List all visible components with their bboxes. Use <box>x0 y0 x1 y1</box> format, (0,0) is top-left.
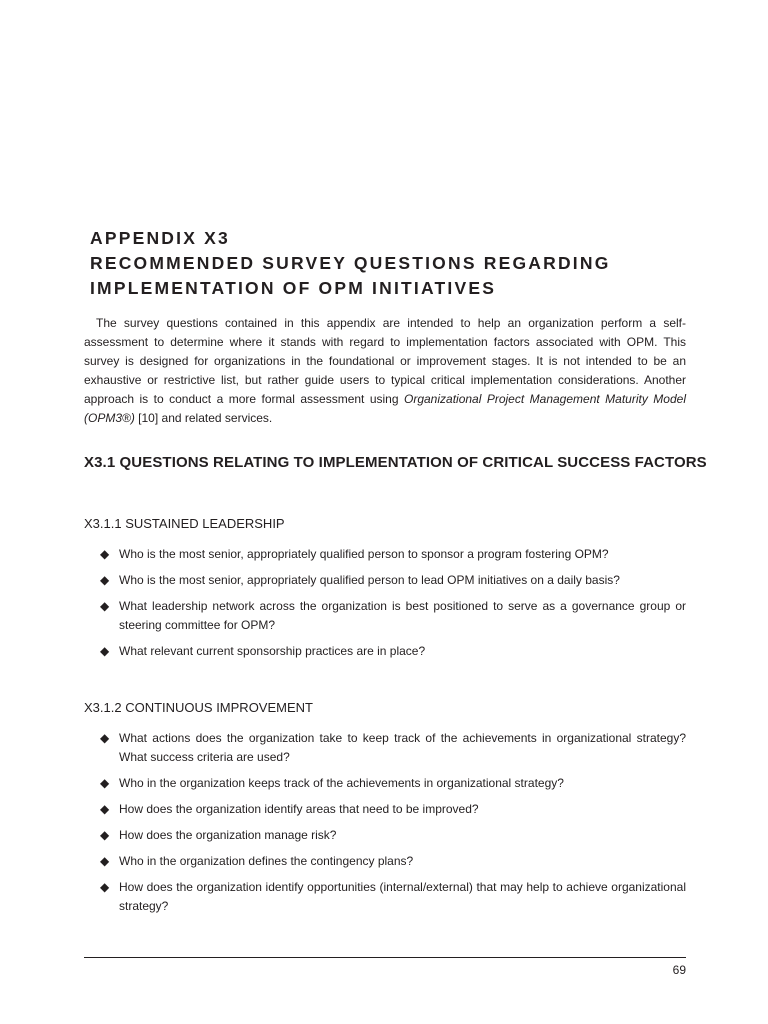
diamond-bullet-icon: ◆ <box>100 731 110 745</box>
diamond-bullet-icon: ◆ <box>100 802 110 816</box>
intro-italic-reference: Organizational Project Management Maturity Model (OPM3®) <box>84 392 686 425</box>
bullet-list-continuous-improvement <box>100 729 686 923</box>
appendix-title-line-2: RECOMMENDED SURVEY QUESTIONS REGARDING <box>90 253 611 273</box>
section-heading: X3.1 QUESTIONS RELATING TO IMPLEMENTATION OF CRITICAL SUCCESS FACTORS <box>84 454 707 471</box>
footer-divider <box>84 957 686 958</box>
list-item <box>100 571 686 590</box>
list-item-text: What leadership network across the organization is best positioned to serve as a governance group or steering committee for OPM? <box>119 599 686 632</box>
list-item <box>100 878 686 916</box>
list-item-text: How does the organization identify opportunities (internal/external) that may help to achieve organizational strategy? <box>119 880 686 913</box>
list-item <box>100 597 686 635</box>
appendix-title-line-1: APPENDIX X3 <box>90 228 230 248</box>
list-item-text: What relevant current sponsorship practices are in place? <box>119 644 426 658</box>
diamond-bullet-icon: ◆ <box>100 644 110 658</box>
list-item-text: Who in the organization defines the contingency plans? <box>119 854 414 868</box>
intro-paragraph <box>84 314 686 428</box>
list-item <box>100 852 686 871</box>
appendix-title-line-3: IMPLEMENTATION OF OPM INITIATIVES <box>90 278 497 298</box>
list-item <box>100 729 686 767</box>
intro-text: The survey questions contained in this appendix are intended to help an organization perform a self-assessment to determine where it stands with regard to implementation factors associated with OPM. This survey is designed for organizations in the foundational or improvement stages. It is not intended to be an exhaustive or restrictive list, but rather guide users to typical critical implementation considerations. Another approach is to conduct a more formal assessment using <box>84 316 686 406</box>
subsection-heading-sustained-leadership: X3.1.1 SUSTAINED LEADERSHIP <box>84 516 285 531</box>
diamond-bullet-icon: ◆ <box>100 854 110 868</box>
diamond-bullet-icon: ◆ <box>100 776 110 790</box>
list-item <box>100 545 686 564</box>
intro-text-end: [10] and related services. <box>134 411 273 425</box>
diamond-bullet-icon: ◆ <box>100 828 110 842</box>
list-item-text: Who is the most senior, appropriately qualified person to sponsor a program fostering OPM? <box>119 547 609 561</box>
diamond-bullet-icon: ◆ <box>100 573 110 587</box>
list-item <box>100 774 686 793</box>
diamond-bullet-icon: ◆ <box>100 547 110 561</box>
subsection-heading-continuous-improvement: X3.1.2 CONTINUOUS IMPROVEMENT <box>84 700 313 715</box>
list-item-text: How does the organization identify areas that need to be improved? <box>119 802 479 816</box>
appendix-title <box>90 226 710 301</box>
diamond-bullet-icon: ◆ <box>100 880 110 894</box>
list-item <box>100 642 686 661</box>
list-item-text: What actions does the organization take to keep track of the achievements in organizational strategy? What success criteria are used? <box>119 731 686 764</box>
list-item-text: Who in the organization keeps track of the achievements in organizational strategy? <box>119 776 564 790</box>
list-item-text: How does the organization manage risk? <box>119 828 337 842</box>
list-item-text: Who is the most senior, appropriately qualified person to lead OPM initiatives on a daily basis? <box>119 573 620 587</box>
bullet-list-sustained-leadership <box>100 545 686 668</box>
diamond-bullet-icon: ◆ <box>100 599 110 613</box>
list-item <box>100 826 686 845</box>
list-item <box>100 800 686 819</box>
page-number: 69 <box>672 963 686 977</box>
